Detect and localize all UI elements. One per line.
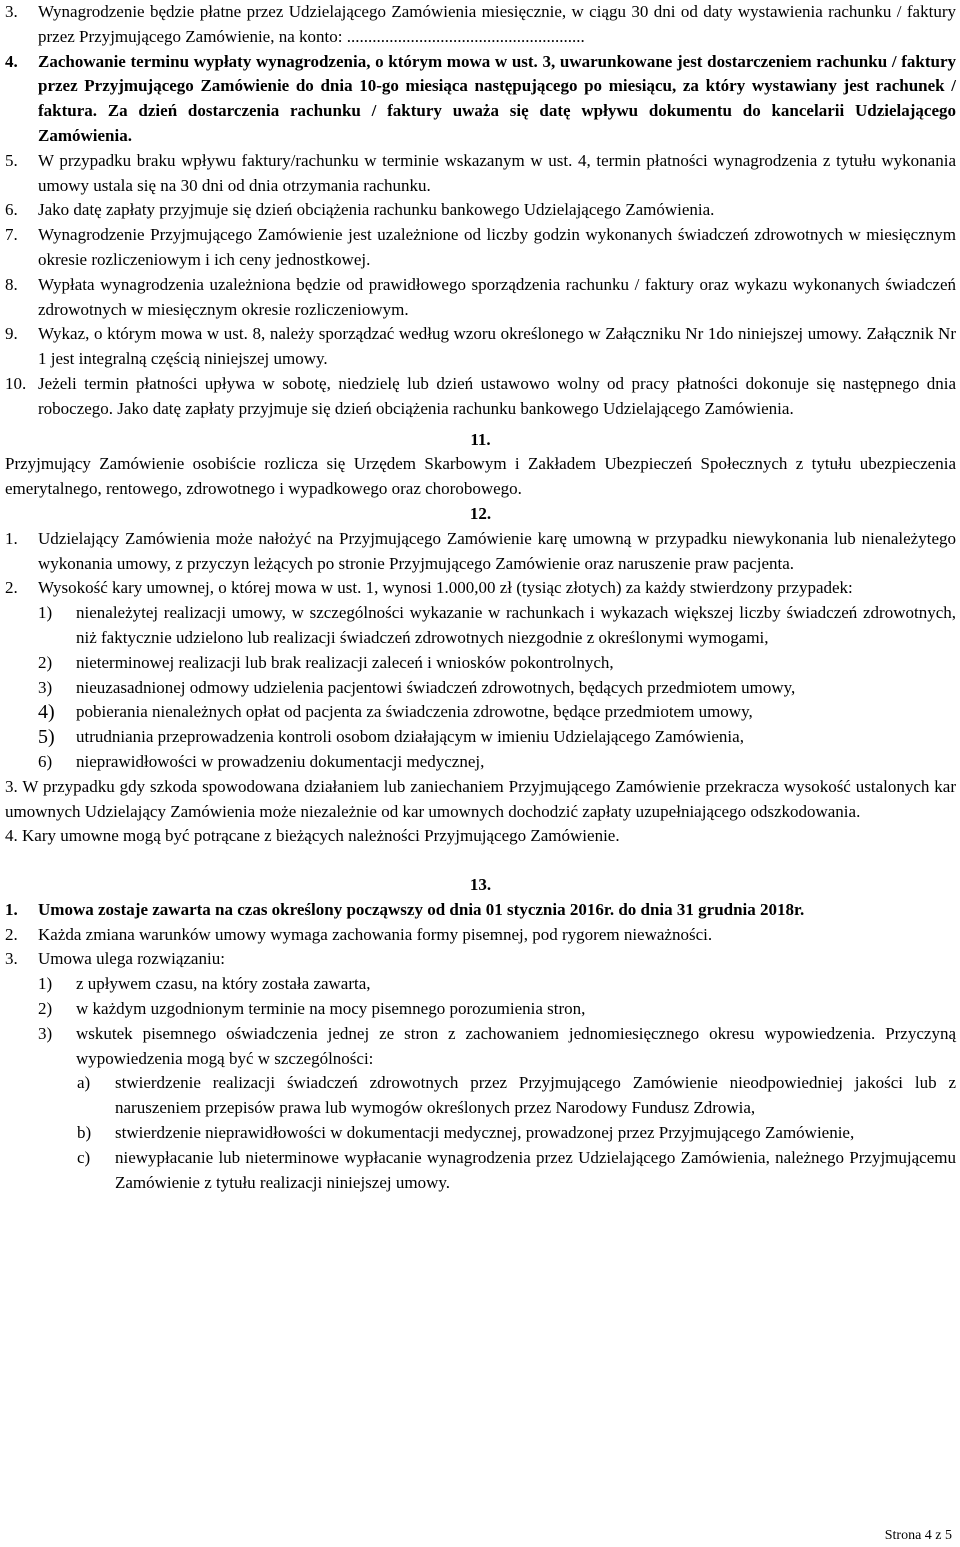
subitem-number: 4) [38,701,55,724]
section-13-heading: 13. [469,875,492,895]
subitem-number: 1) [38,974,53,994]
payment-item-5 [5,149,956,199]
section-11-text: Przyjmujący Zamówienie osobiście rozlicza się Urzędem Skarbowym i Zakładem Ubezpieczeń Społecznych z tytułu ubezpieczenia emerytalnego, rentowego, zdrowotnego i wypadkowego oraz chorobowego. [5,454,956,499]
penalty-item-3: 3. W przypadku gdy szkoda spowodowana działaniem lub zaniechaniem Przyjmującego Zamówienie przekracza wysokość ustalonych kar umownych Udzielający Zamówienia może niezależnie od kar umownych dochodzić zapłaty uzupełniającego odszkodowania. [5,776,956,821]
penalty-case-5 [5,725,956,750]
subitem-number: 6) [38,751,53,771]
subitem-text: nieprawidłowości w prowadzeniu dokumentacji medycznej, [76,751,485,771]
item-number: 8. [5,274,18,294]
page-number: Strona 4 z 5 [884,1528,952,1543]
subitem-number: 5) [38,726,55,749]
term-item-1 [5,898,956,923]
item-number: 9. [5,324,18,344]
termination-case-2 [5,997,956,1022]
payment-item-6 [5,198,956,223]
letter-text: niewypłacanie lub nieterminowe wypłacanie wynagrodzenia przez Udzielającego Zamówienia, należnego Przyjmującemu Zamówienie z tytułu realizacji niniejszej umowy. [115,1147,956,1192]
penalty-item-2 [5,576,956,601]
item-number: 3. [5,949,18,969]
subitem-text: wskutek pisemnego oświadczenia jednej ze stron z zachowaniem jednomiesięcznego okresu wypowiedzenia. Przyczyną wypowiedzenia mogą być w szczególności: [76,1023,956,1068]
letter-marker: b) [77,1123,92,1143]
item-number: 5. [5,150,18,170]
penalty-case-3 [5,676,956,701]
letter-text: stwierdzenie nieprawidłowości w dokumentacji medycznej, prowadzonej przez Przyjmującego Zamówienie, [115,1123,855,1143]
item-text: Wynagrodzenie Przyjmującego Zamówienie jest uzależnione od liczby godzin wykonanych świadczeń zdrowotnych w miesięcznym okresie rozliczeniowym i ich ceny jednostkowej. [38,225,956,269]
document-body [5,0,956,1195]
item-number: 2. [5,578,18,598]
subitem-text: nienależytej realizacji umowy, w szczególności wykazanie w rachunkach i wykazach większej liczby świadczeń zdrowotnych, niż faktycznie udzielono lub realizacji świadczeń zdrowotnych niezgodnie z określonymi wymogami, [76,603,956,647]
item-text: Udzielający Zamówienia może nałożyć na Przyjmującego Zamówienie karę umowną w przypadku niewykonania lub nienależytego wykonania umowy, z przyczyn leżących po stronie Przyjmującego Zamówienie oraz naruszenie praw pacjenta. [38,528,956,573]
item-text: Wykaz, o którym mowa w ust. 8, należy sporządzać według wzoru określonego w Załączniku Nr 1do niniejszej umowy. Załącznik Nr 1 jest integralną częścią niniejszej umowy. [38,324,956,369]
termination-reason-b [5,1121,956,1146]
subitem-number: 3) [38,1023,53,1043]
penalty-case-2 [5,651,956,676]
termination-case-3 [5,1022,956,1072]
subitem-text: nieterminowej realizacji lub brak realizacji zaleceń i wniosków pokontrolnych, [76,652,614,672]
payment-item-3 [5,0,956,50]
item-number: 2. [5,924,18,944]
penalty-case-1 [5,601,956,651]
subitem-number: 2) [38,652,53,672]
subitem-text: w każdym uzgodnionym terminie na mocy pisemnego porozumienia stron, [76,999,586,1019]
item-number: 3. [5,2,18,21]
spacer [5,849,956,873]
item-number: 1. [5,528,18,548]
item-number: 7. [5,225,18,245]
termination-case-1 [5,972,956,997]
term-item-2 [5,923,956,948]
item-text: Umowa ulega rozwiązaniu: [38,949,225,969]
letter-marker: c) [77,1147,91,1167]
subitem-number: 1) [38,603,53,623]
item-number: 10. [5,373,27,393]
item-text: Wypłata wynagrodzenia uzależniona będzie od prawidłowego sporządzenia rachunku / faktury oraz wykazu wykonanych świadczeń zdrowotnych w miesięcznym okresie rozliczeniowym. [38,274,956,319]
item-number: 6. [5,200,18,220]
term-item-3 [5,947,956,972]
payment-item-9 [5,322,956,372]
item-text: W przypadku braku wpływu faktury/rachunku w terminie wskazanym w ust. 4, termin płatności wynagrodzenia z tytułu wykonania umowy ustala się na 30 dni od dnia otrzymania rachunku. [38,150,956,195]
subitem-text: z upływem czasu, na który została zawarta, [76,974,371,994]
item-text: Wysokość kary umownej, o której mowa w ust. 1, wynosi 1.000,00 zł (tysiąc złotych) za każdy stwierdzony przypadek: [38,578,853,598]
letter-text: stwierdzenie realizacji świadczeń zdrowotnych przez Przyjmującego Zamówienie nieodpowiedniej jakości lub z naruszeniem przepisów prawa lub wymogów określonych przez Narodowy Fundusz Zdrowia, [115,1073,956,1118]
penalty-item-1 [5,527,956,577]
item-text: Wynagrodzenie będzie płatne przez Udzielającego Zamówienia miesięcznie, w ciągu 30 dni od daty wystawienia rachunku / faktury przez Przyjmującego Zamówienie, na konto: ........................................................ [38,2,956,46]
item-number: 1. [5,899,18,919]
letter-marker: a) [77,1073,91,1093]
item-text: Umowa zostaje zawarta na czas określony począwszy od dnia 01 stycznia 2016r. do dnia 31 grudnia 2018r. [38,899,805,919]
item-text: Każda zmiana warunków umowy wymaga zachowania formy pisemnej, pod rygorem nieważności. [38,924,713,944]
payment-item-8 [5,273,956,323]
payment-item-7 [5,223,956,273]
item-text: Jako datę zapłaty przyjmuje się dzień obciążenia rachunku bankowego Udzielającego Zamówienia. [38,200,715,220]
section-11-heading: 11. [470,429,491,449]
item-number: 4. [5,51,18,71]
subitem-text: utrudniania przeprowadzenia kontroli osobom działającym w imieniu Udzielającego Zamówienia, [76,727,744,747]
item-text: Zachowanie terminu wypłaty wynagrodzenia, o którym mowa w ust. 3, uwarunkowane jest dostarczeniem rachunku / faktury przez Przyjmującego Zamówienie do dnia 10-go miesiąca następującego po miesiącu, za który wystawiany jest rachunek / faktura. Za dzień dostarczenia rachunku / faktury uważa się datę wpływu dokumentu do kancelarii Udzielającego Zamówienia. [38,51,956,145]
payment-item-4 [5,50,956,149]
subitem-text: pobierania nienależnych opłat od pacjenta za świadczenia zdrowotne, będące przedmiotem umowy, [76,702,753,722]
termination-reason-a [5,1071,956,1121]
section-12-heading: 12. [469,503,492,523]
termination-reason-c [5,1146,956,1196]
subitem-number: 2) [38,999,53,1019]
item-text: Jeżeli termin płatności upływa w sobotę, niedzielę lub dzień ustawowo wolny od pracy płatności dokonuje się następnego dnia roboczego. Jako datę zapłaty przyjmuje się dzień obciążenia rachunku bankowego Udzielającego Zamówienia. [38,373,956,418]
subitem-number: 3) [38,677,53,697]
penalty-item-4: 4. Kary umowne mogą być potrącane z bieżących należności Przyjmującego Zamówienie. [5,826,620,846]
penalty-case-6 [5,750,956,775]
penalty-case-4 [5,700,956,725]
payment-item-10 [5,372,956,422]
subitem-text: nieuzasadnionej odmowy udzielenia pacjentowi świadczeń zdrowotnych, będących przedmiotem umowy, [76,677,796,697]
